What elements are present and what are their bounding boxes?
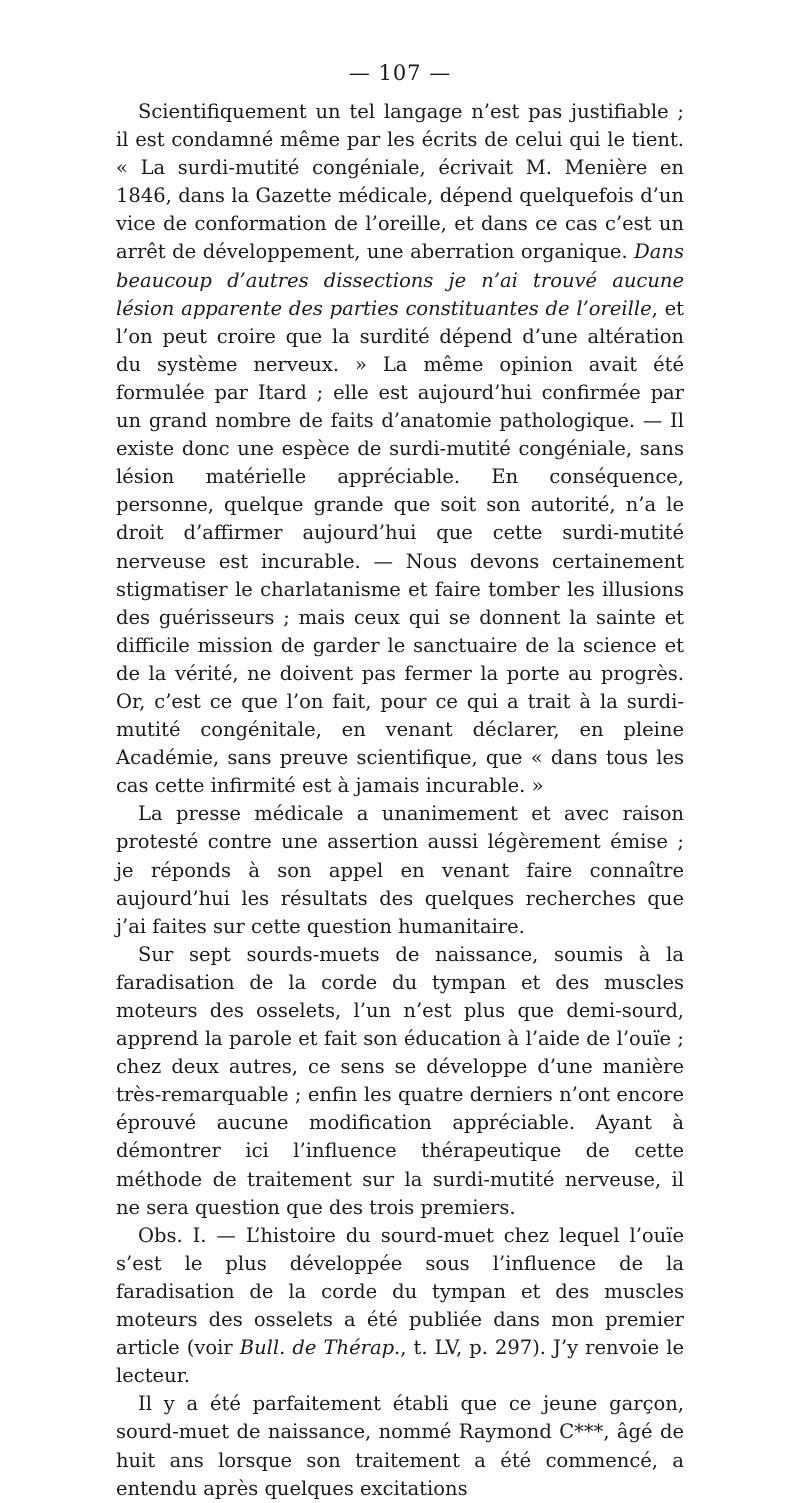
paragraph-2 (116, 800, 684, 940)
italic-quote: Dans beaucoup d’autres dissections je n’ai trouvé aucune lésion apparente des parties constituantes de l’oreille (116, 240, 684, 320)
text-run: Sur sept sourds-muets de naissance, soumis à la faradisation de la corde du tympan et des muscles moteurs des osselets, l’un n’est plus que demi-sourd, apprend la parole et fait son éducation à l’aide de l’ouïe ; chez deux autres, ce sens se développe d’une manière très-remarquable ; enfin les quatre derniers n’ont encore éprouvé aucune modification appréciable. Ayant à démontrer ici l’influence thérapeutique de cette méthode de traitement sur la surdi-mutité nerveuse, il ne sera question que des trois premiers. (116, 942, 684, 1219)
paragraph-4 (116, 1222, 684, 1391)
paragraph-1 (116, 98, 684, 800)
journal-citation: Bull. de Thérap. (239, 1336, 401, 1360)
text-run: Obs. I. — L’histoire du sourd-muet chez lequel l’ouïe s’est le plus développée sous l’influence de la faradisation de la corde du tympan et des muscles moteurs des osselets a été publiée dans mon premier article (voir (116, 1223, 684, 1360)
text-run: Scientifiquement un tel langage n’est pas justifiable ; il est condamné même par les écrits de celui qui le tient. « La surdi-mutité congéniale, écrivait M. Menière en 1846, dans la Gazette médicale, dépend quelquefois d’un vice de conformation de l’oreille, et dans ce cas c’est un arrêt de développement, une aberration organique. (116, 100, 684, 264)
paragraph-5 (116, 1390, 684, 1502)
text-run: , t. LV, p. 297). J’y renvoie le lecteur. (116, 1336, 684, 1388)
text-run: , et l’on peut croire que la surdité dépend d’une altération du système nerveux. » La même opinion avait été formulée par Itard ; elle est aujourd’hui confirmée par un grand nombre de faits d’anatomie pathologique. — Il existe donc une espèce de surdi-mutité congéniale, sans lésion matérielle appréciable. En conséquence, personne, quelque grande que soit son autorité, n’a le droit d’affirmer aujourd’hui que cette surdi-mutité nerveuse est incurable. — Nous devons certainement stigmatiser le charlatanisme et faire tomber les illusions des guérisseurs ; mais ceux qui se donnent la sainte et difficile mission de garder le sanctuaire de la science et de la vérité, ne doivent pas fermer la porte au progrès. Or, c’est ce que l’on fait, pour ce qui a trait à la surdi-mutité congénitale, en venant déclarer, en pleine Académie, sans preuve scientifique, que « dans tous les cas cette infirmité est à jamais incurable. » (116, 296, 684, 798)
document-page (116, 58, 684, 1503)
text-run: La presse médicale a unanimement et avec raison protesté contre une assertion aussi légèrement émise ; je réponds à son appel en venant faire connaître aujourd’hui les résultats des quelques recherches que j’ai faites sur cette question humanitaire. (116, 802, 684, 938)
paragraph-3 (116, 941, 684, 1222)
text-run: Il y a été parfaitement établi que ce jeune garçon, sourd-muet de naissance, nommé Raymond C***, âgé de huit ans lorsque son traitement a été commencé, a entendu après quelques excitations (116, 1392, 684, 1500)
page-number: — 107 — (348, 61, 452, 85)
